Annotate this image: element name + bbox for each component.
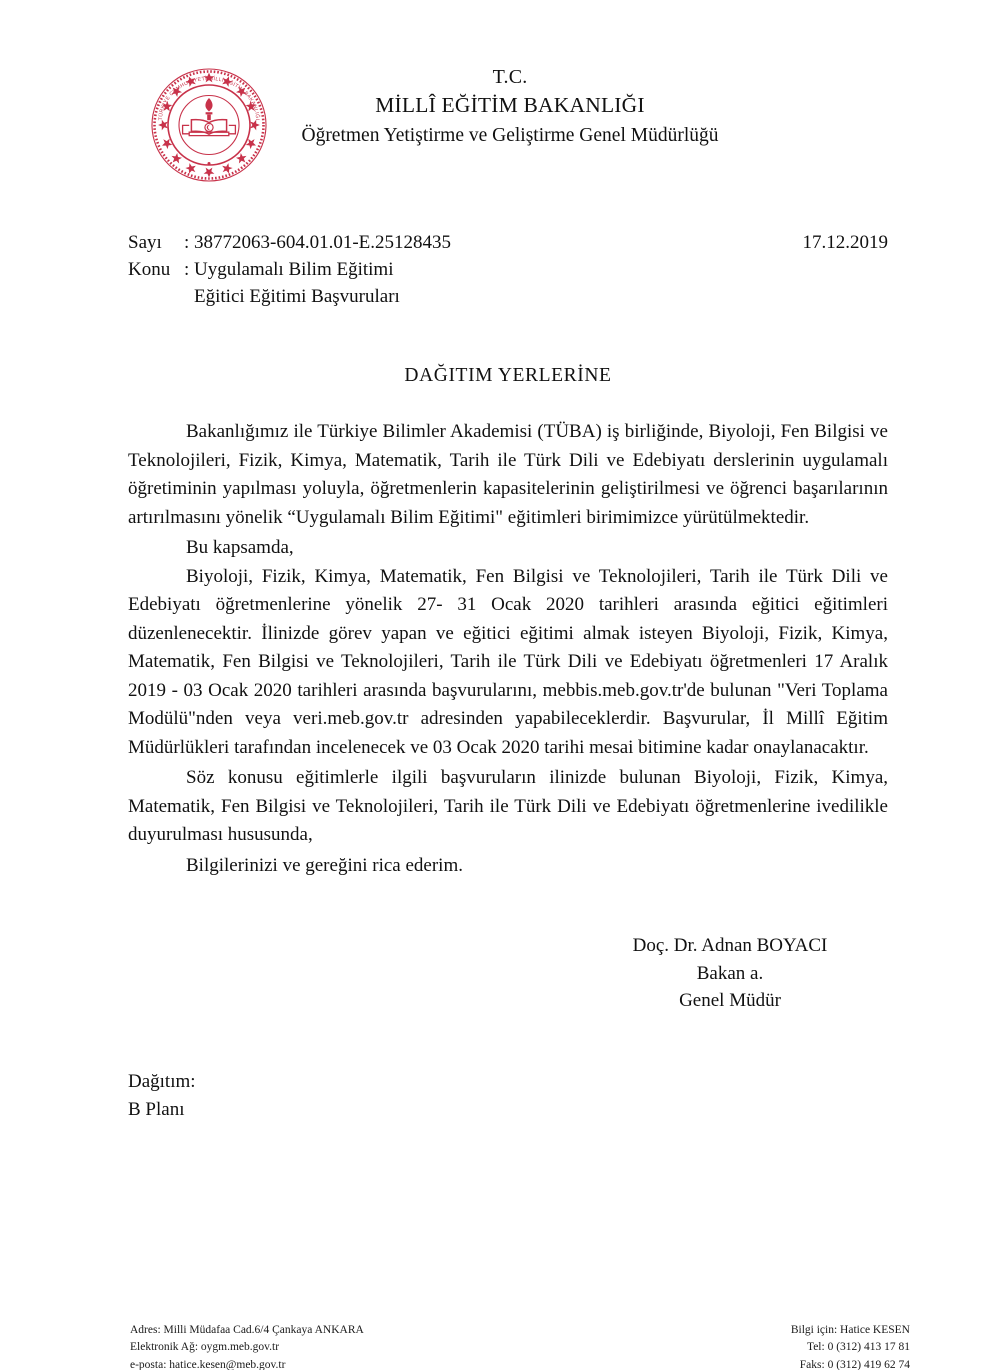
footer-contact-address	[130, 1322, 364, 1370]
footer-website: Elektronik Ağ: oygm.meb.gov.tr	[130, 1341, 280, 1354]
footer-fax: Faks: 0 (312) 419 62 74	[799, 1358, 910, 1370]
sayi-colon: :	[184, 232, 190, 253]
footer-contact-name: Bilgi için: Hatice KESEN	[790, 1324, 910, 1336]
distribution-block	[128, 1068, 548, 1123]
letterhead	[0, 56, 1000, 186]
body-paragraph-4: Söz konusu eğitimlerle ilgili başvuruların ilinizde bulunan Biyoloji, Fizik, Kimya, Matematik, Fen Bilgisi ve Teknolojileri, Tarih ile Türk Dili ve Edebiyatı öğretmenlerine ivedilikle duyurulması hususunda,	[128, 767, 888, 845]
meb-emblem	[134, 64, 284, 186]
signatory-title-line1: Bakan a.	[696, 962, 764, 984]
document-body	[128, 418, 888, 880]
konu-label: Konu	[128, 258, 171, 280]
meta-row-konu-continuation	[128, 284, 888, 311]
sayi-label: Sayı	[128, 232, 162, 253]
letterhead-title-block	[280, 64, 740, 148]
meta-row-konu	[128, 257, 888, 284]
footer-email: e-posta: hatice.kesen@meb.gov.tr	[130, 1358, 286, 1370]
body-paragraph-1: Bakanlığımız ile Türkiye Bilimler Akademisi (TÜBA) iş birliğinde, Biyoloji, Fen Bilgisi ve Teknolojileri, Fizik, Kimya, Matematik, Tarih ile Türk Dili ve Edebiyatı derslerinin uygulamalı öğretiminin yapılması yoluyla, öğretmenlerin kapasitelerinin geliştirilmesi ve öğrenci başarılarının artırılmasını yönelik “Uygulamalı Bilim Eğitimi" eğitimleri birimimizce yürütülmektedir.	[128, 421, 888, 528]
body-paragraph-5: Bilgilerinizi ve gereğini rica ederim.	[186, 854, 463, 876]
document-meta	[128, 230, 888, 311]
body-paragraph-3: Biyoloji, Fizik, Kimya, Matematik, Fen Bilgisi ve Teknolojileri, Tarih ile Türk Dili ve Edebiyatı öğretmenlerine yönelik 27- 31 Ocak 2020 tarihleri arasında eğitici eğitimleri düzenlenecektir. İlinizde görev yapan ve eğitici eğitimi almak isteyen Biyoloji, Fizik, Kimya, Matematik, Fen Bilgisi ve Teknolojileri, Tarih ile Türk Dili ve Edebiyatı öğretmenleri 17 Aralık 2019 - 03 Ocak 2020 tarihleri arasında başvurularını, mebbis.meb.gov.tr'de bulunan "Veri Toplama Modülü"nden veya veri.meb.gov.tr adresinden yapabileceklerdir. Başvurular, İl Millî Eğitim Müdürlükleri tarafından incelenecek ve 03 Ocak 2020 tarihi mesai bitimine kadar onaylanacaktır.	[128, 565, 888, 758]
konu-value-line2: Eğitici Eğitimi Başvuruları	[194, 285, 400, 307]
body-paragraph-2: Bu kapsamda,	[186, 537, 294, 558]
sayi-value: 38772063-604.01.01-E.25128435	[194, 232, 452, 253]
distribution-value: B Planı	[128, 1098, 185, 1120]
svg-text:TÜRKİYE CUMHURİYETİ MİLLİ EĞİT: TÜRKİYE CUMHURİYETİ MİLLİ EĞİTİM BAKANLIĞI	[157, 75, 261, 121]
konu-colon: :	[184, 258, 190, 280]
footer-contact-person	[791, 1322, 910, 1370]
letterhead-line-ministry: MİLLÎ EĞİTİM BAKANLIĞI	[375, 93, 645, 117]
konu-value: Uygulamalı Bilim Eğitimi	[194, 258, 394, 280]
document-footer	[0, 1322, 1000, 1370]
signature-block	[560, 932, 900, 1015]
signatory-name: Doç. Dr. Adnan BOYACI	[632, 935, 828, 956]
document-date: 17.12.2019	[802, 232, 888, 253]
meta-row-sayi	[128, 230, 888, 257]
salutation: DAĞITIM YERLERİNE	[404, 365, 612, 386]
letterhead-line-directorate: Öğretmen Yetiştirme ve Geliştirme Genel Müdürlüğü	[301, 124, 719, 146]
footer-phone: Tel: 0 (312) 413 17 81	[806, 1341, 910, 1354]
footer-address: Adres: Milli Müdafaa Cad.6/4 Çankaya ANKARA	[130, 1324, 364, 1336]
signatory-title-line2: Genel Müdür	[679, 990, 781, 1012]
letterhead-line-tc: T.C.	[492, 66, 528, 88]
distribution-label: Dağıtım:	[128, 1071, 196, 1092]
